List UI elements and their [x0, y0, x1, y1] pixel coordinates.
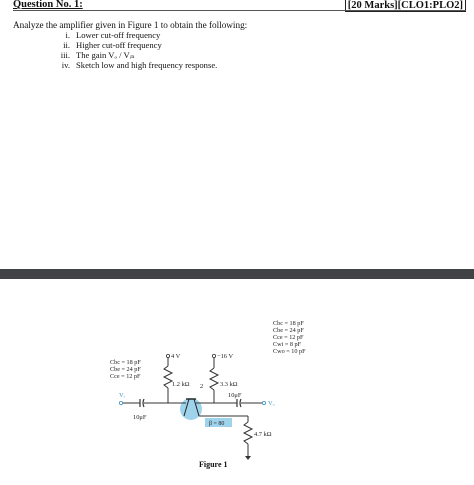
question-number: Question No. 1: [13, 0, 83, 10]
collector-resistor [210, 368, 218, 390]
node-label: 2 [200, 383, 204, 390]
item-text: The gain Vₒ / Vᵢₙ [76, 50, 135, 60]
item-text: Higher cut-off frequency [76, 40, 162, 50]
circuit-figure [0, 280, 474, 480]
input-capacitor-plate [143, 399, 144, 407]
question-header [0, 0, 474, 12]
right-cap-wo: Cwo = 10 pF [273, 348, 306, 355]
left-cap-be: Cbe = 24 pF [110, 366, 141, 373]
left-cap-ce: Cce = 12 pF [110, 373, 141, 380]
item-number: i. [65, 30, 70, 40]
item-number: iv. [61, 60, 70, 70]
question-intro: Analyze the amplifier given in Figure 1 to obtain the following: [13, 20, 248, 30]
page-divider-band [0, 269, 474, 279]
emitter-resistor-label: 4.7 kΩ [254, 431, 272, 438]
transistor-highlight [180, 398, 202, 420]
output-capacitor-plate [240, 399, 241, 407]
task-list [42, 30, 217, 70]
collector-resistor-label: 3.3 kΩ [220, 381, 238, 388]
left-capacitance-list [110, 359, 141, 380]
item-text: Lower cut-off frequency [76, 30, 161, 40]
input-cap-label: 10μF [133, 414, 147, 421]
right-capacitance-list [273, 320, 306, 355]
right-cap-ce: Cce = 12 pF [273, 334, 304, 341]
base-resistor [164, 366, 172, 388]
list-item [42, 30, 217, 40]
vout-label: Vₒ [268, 400, 275, 407]
right-cap-be: Cbe = 24 pF [273, 327, 304, 334]
header-rule [13, 10, 466, 11]
output-cap-label: 10μF [228, 392, 242, 399]
list-item [42, 40, 217, 50]
vee-label: −16 V [217, 353, 234, 360]
item-number: iii. [60, 50, 70, 60]
vcc-terminal [166, 354, 169, 357]
marks-label: [20 Marks][CLO1:PLO2] [345, 0, 466, 12]
ground-arrow-icon [245, 456, 251, 460]
list-item [42, 50, 217, 60]
figure-caption: Figure 1 [199, 460, 228, 469]
vin-label: Vᵢ [119, 392, 125, 399]
list-item [42, 60, 217, 70]
vee-terminal [212, 354, 215, 357]
base-resistor-label: 1.2 kΩ [172, 381, 190, 388]
item-text: Sketch low and high frequency response. [76, 60, 218, 70]
emitter-resistor [244, 422, 252, 444]
right-cap-bc: Cbc = 18 pF [273, 320, 304, 327]
left-cap-bc: Cbc = 18 pF [110, 359, 141, 366]
beta-label: β = 80 [209, 421, 225, 427]
item-number: ii. [63, 40, 70, 50]
vcc-label: 4 V [171, 353, 181, 360]
vin-terminal [119, 401, 122, 404]
vout-terminal [262, 401, 265, 404]
right-cap-wi: Cwi = 8 pF [273, 341, 302, 348]
circuit-diagram [0, 280, 474, 480]
